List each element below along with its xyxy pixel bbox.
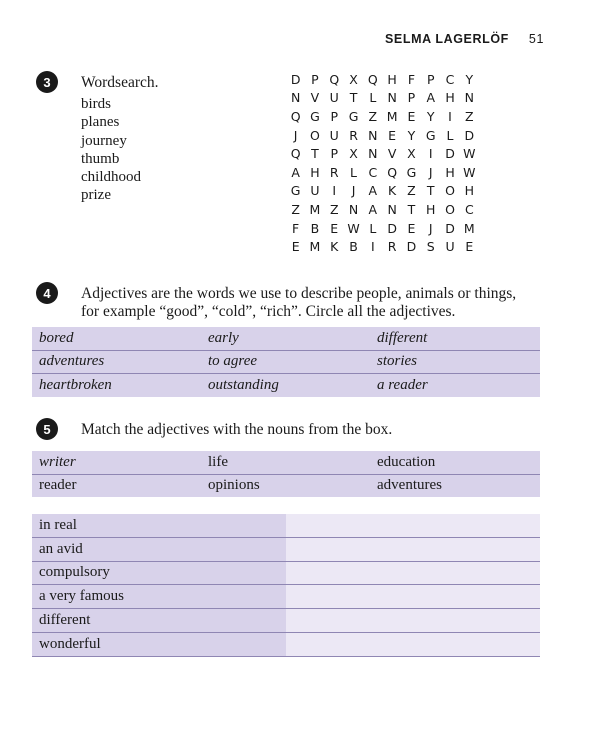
word-cell[interactable]: heartbroken xyxy=(39,376,112,393)
noun-cell: adventures xyxy=(377,477,442,494)
table-row xyxy=(32,633,540,657)
grid-letter[interactable]: J xyxy=(293,127,298,143)
grid-letter[interactable]: D xyxy=(445,146,455,162)
grid-letter[interactable]: G xyxy=(310,108,320,124)
grid-letter[interactable]: K xyxy=(330,239,339,255)
answer-blank[interactable] xyxy=(286,562,540,585)
table-row xyxy=(32,538,540,562)
grid-letter[interactable]: N xyxy=(387,201,397,217)
grid-letter[interactable]: I xyxy=(332,183,337,199)
grid-letter[interactable]: E xyxy=(388,127,397,143)
noun-box xyxy=(32,451,540,497)
grid-letter[interactable]: H xyxy=(445,90,455,106)
grid-letter[interactable]: U xyxy=(329,90,339,106)
grid-letter[interactable]: F xyxy=(407,71,416,87)
grid-letter[interactable]: L xyxy=(369,220,377,236)
grid-letter[interactable]: N xyxy=(368,146,378,162)
exercise-3-number: 3 xyxy=(36,71,58,93)
grid-letter[interactable]: W xyxy=(463,146,476,162)
grid-letter[interactable]: O xyxy=(445,183,455,199)
wordsearch-word-list xyxy=(81,95,141,205)
grid-letter[interactable]: C xyxy=(464,201,474,217)
grid-letter[interactable]: H xyxy=(387,71,397,87)
grid-letter[interactable]: Q xyxy=(387,164,398,180)
grid-letter[interactable]: W xyxy=(463,164,476,180)
grid-letter[interactable]: B xyxy=(349,239,358,255)
grid-letter[interactable]: P xyxy=(330,108,339,124)
word-item: prize xyxy=(81,187,111,204)
grid-letter[interactable]: Y xyxy=(465,71,474,87)
grid-letter[interactable]: Z xyxy=(368,108,378,124)
grid-letter[interactable]: E xyxy=(465,239,474,255)
grid-row xyxy=(286,200,479,219)
grid-row xyxy=(286,126,479,145)
noun-cell: education xyxy=(377,453,436,470)
phrase-cell: wonderful xyxy=(32,633,286,656)
noun-cell: reader xyxy=(39,477,77,494)
wordsearch-grid[interactable] xyxy=(286,70,479,256)
instruction-line: for example “good”, “cold”, “rich”. Circle all the adjectives. xyxy=(81,303,456,320)
grid-letter[interactable]: V xyxy=(310,90,320,106)
grid-letter[interactable]: D xyxy=(445,220,455,236)
word-cell[interactable]: different xyxy=(377,329,428,346)
word-item: childhood xyxy=(81,169,141,186)
grid-letter[interactable]: T xyxy=(407,201,416,217)
word-item: journey xyxy=(81,132,127,149)
answer-blank[interactable] xyxy=(286,538,540,561)
word-cell[interactable]: outstanding xyxy=(208,376,279,393)
grid-letter[interactable]: W xyxy=(347,220,360,236)
grid-letter[interactable]: E xyxy=(291,239,300,255)
grid-letter[interactable]: A xyxy=(368,183,378,199)
grid-letter[interactable]: C xyxy=(368,164,378,180)
matching-table xyxy=(32,514,540,657)
answer-blank[interactable] xyxy=(286,585,540,608)
grid-letter[interactable]: J xyxy=(428,220,433,236)
page-header xyxy=(385,32,544,46)
grid-letter[interactable]: H xyxy=(426,201,436,217)
grid-letter[interactable]: L xyxy=(369,90,377,106)
grid-letter[interactable]: S xyxy=(426,239,435,255)
grid-letter[interactable]: I xyxy=(448,108,452,124)
running-title: SELMA LAGERLÖF xyxy=(384,32,509,46)
grid-letter[interactable]: X xyxy=(349,146,358,162)
grid-letter[interactable]: P xyxy=(330,146,339,162)
grid-letter[interactable]: C xyxy=(445,71,455,87)
grid-letter[interactable]: U xyxy=(445,239,455,255)
grid-letter[interactable]: A xyxy=(291,164,300,180)
grid-letter[interactable]: Q xyxy=(329,71,340,87)
answer-blank[interactable] xyxy=(286,633,540,656)
table-row xyxy=(32,327,540,351)
instruction-line: Adjectives are the words we use to describe people, animals or things, xyxy=(81,285,517,302)
grid-letter[interactable]: N xyxy=(464,90,474,106)
grid-letter[interactable]: N xyxy=(368,127,378,143)
grid-letter[interactable]: U xyxy=(329,127,339,143)
grid-letter[interactable]: Q xyxy=(290,146,301,162)
grid-letter[interactable]: Z xyxy=(329,201,339,217)
grid-letter[interactable]: G xyxy=(348,108,359,124)
word-item: thumb xyxy=(81,150,120,167)
grid-letter[interactable]: A xyxy=(426,90,435,106)
grid-letter[interactable]: I xyxy=(370,239,375,255)
grid-letter[interactable]: O xyxy=(445,201,455,217)
grid-letter[interactable]: E xyxy=(330,220,339,236)
grid-letter[interactable]: R xyxy=(387,239,397,255)
grid-row xyxy=(286,237,479,256)
grid-letter[interactable]: P xyxy=(426,71,435,87)
phrase-cell: a very famous xyxy=(32,585,286,608)
answer-blank[interactable] xyxy=(286,609,540,632)
exercise-4-instruction xyxy=(81,285,516,321)
table-row xyxy=(32,609,540,633)
grid-letter[interactable]: G xyxy=(290,183,301,199)
grid-letter[interactable]: N xyxy=(348,201,359,217)
phrase-cell: compulsory xyxy=(32,562,286,585)
noun-cell: opinions xyxy=(208,477,260,494)
phrase-cell: an avid xyxy=(32,538,286,561)
adjectives-table xyxy=(32,327,540,397)
grid-letter[interactable]: M xyxy=(309,239,321,255)
word-cell[interactable]: stories xyxy=(377,353,418,370)
phrase-cell: different xyxy=(32,609,286,632)
grid-row xyxy=(286,70,479,89)
word-cell[interactable]: bored xyxy=(39,329,74,346)
grid-letter[interactable]: F xyxy=(292,220,300,236)
grid-letter[interactable]: G xyxy=(425,127,436,143)
grid-letter[interactable]: Q xyxy=(367,71,378,87)
noun-cell: life xyxy=(208,453,228,470)
grid-row xyxy=(286,219,479,238)
word-cell[interactable]: a reader xyxy=(377,376,428,393)
grid-letter[interactable]: J xyxy=(351,183,356,199)
grid-letter[interactable]: T xyxy=(311,146,319,162)
grid-letter[interactable]: D xyxy=(290,71,301,87)
grid-letter[interactable]: X xyxy=(407,146,416,162)
grid-letter[interactable]: A xyxy=(368,201,378,217)
grid-letter[interactable]: T xyxy=(349,90,358,106)
table-row xyxy=(32,351,540,375)
answer-blank[interactable] xyxy=(286,514,540,537)
grid-letter[interactable]: D xyxy=(406,239,417,255)
grid-letter[interactable]: Q xyxy=(290,108,301,124)
grid-letter[interactable]: D xyxy=(387,220,397,236)
grid-row xyxy=(286,182,479,201)
grid-letter[interactable]: Y xyxy=(426,108,435,124)
grid-row xyxy=(286,163,479,182)
grid-letter[interactable]: T xyxy=(426,183,435,199)
phrase-cell: in real xyxy=(32,514,286,537)
exercise-4-number: 4 xyxy=(36,282,58,304)
table-row xyxy=(32,374,540,397)
grid-letter[interactable]: L xyxy=(446,127,454,143)
grid-letter[interactable]: O xyxy=(310,127,320,143)
word-cell[interactable]: early xyxy=(208,329,239,346)
exercise-5-number: 5 xyxy=(36,418,58,440)
grid-letter[interactable]: M xyxy=(386,108,398,124)
grid-row xyxy=(286,144,479,163)
grid-row xyxy=(286,107,479,126)
word-cell[interactable]: adventures xyxy=(39,353,105,370)
grid-letter[interactable]: H xyxy=(310,164,320,180)
grid-row xyxy=(286,89,479,108)
grid-letter[interactable]: P xyxy=(311,71,319,87)
grid-letter[interactable]: H xyxy=(464,183,475,199)
grid-letter[interactable]: J xyxy=(428,164,433,180)
grid-letter[interactable]: G xyxy=(406,164,417,180)
grid-letter[interactable]: I xyxy=(428,146,433,162)
grid-letter[interactable]: E xyxy=(407,220,416,236)
table-row xyxy=(32,562,540,586)
grid-letter[interactable]: X xyxy=(349,71,358,87)
grid-letter[interactable]: D xyxy=(464,127,475,143)
table-row xyxy=(32,475,540,498)
grid-letter[interactable]: P xyxy=(407,90,416,106)
table-row xyxy=(32,451,540,475)
grid-letter[interactable]: M xyxy=(309,201,321,217)
grid-letter[interactable]: Z xyxy=(407,183,416,199)
grid-letter[interactable]: L xyxy=(350,164,358,180)
grid-letter[interactable]: V xyxy=(387,146,397,162)
grid-letter[interactable]: N xyxy=(387,90,397,106)
grid-letter[interactable]: K xyxy=(388,183,397,199)
word-cell[interactable]: to agree xyxy=(208,353,258,370)
grid-letter[interactable]: E xyxy=(407,108,416,124)
grid-letter[interactable]: N xyxy=(290,90,301,106)
grid-letter[interactable]: M xyxy=(463,220,475,236)
grid-letter[interactable]: Z xyxy=(465,108,474,124)
table-row xyxy=(32,514,540,538)
grid-letter[interactable]: Z xyxy=(291,201,300,217)
table-row xyxy=(32,585,540,609)
grid-letter[interactable]: R xyxy=(349,127,358,143)
word-item: planes xyxy=(81,114,120,131)
grid-letter[interactable]: U xyxy=(310,183,320,199)
grid-letter[interactable]: Y xyxy=(407,127,416,143)
grid-letter[interactable]: R xyxy=(329,164,339,180)
exercise-5-instruction: Match the adjectives with the nouns from the box. xyxy=(81,421,393,438)
grid-letter[interactable]: H xyxy=(445,164,455,180)
noun-cell: writer xyxy=(39,453,76,470)
grid-letter[interactable]: B xyxy=(310,220,320,236)
page-number: 51 xyxy=(528,32,544,46)
exercise-3-title: Wordsearch. xyxy=(81,74,159,91)
word-item: birds xyxy=(81,96,111,112)
